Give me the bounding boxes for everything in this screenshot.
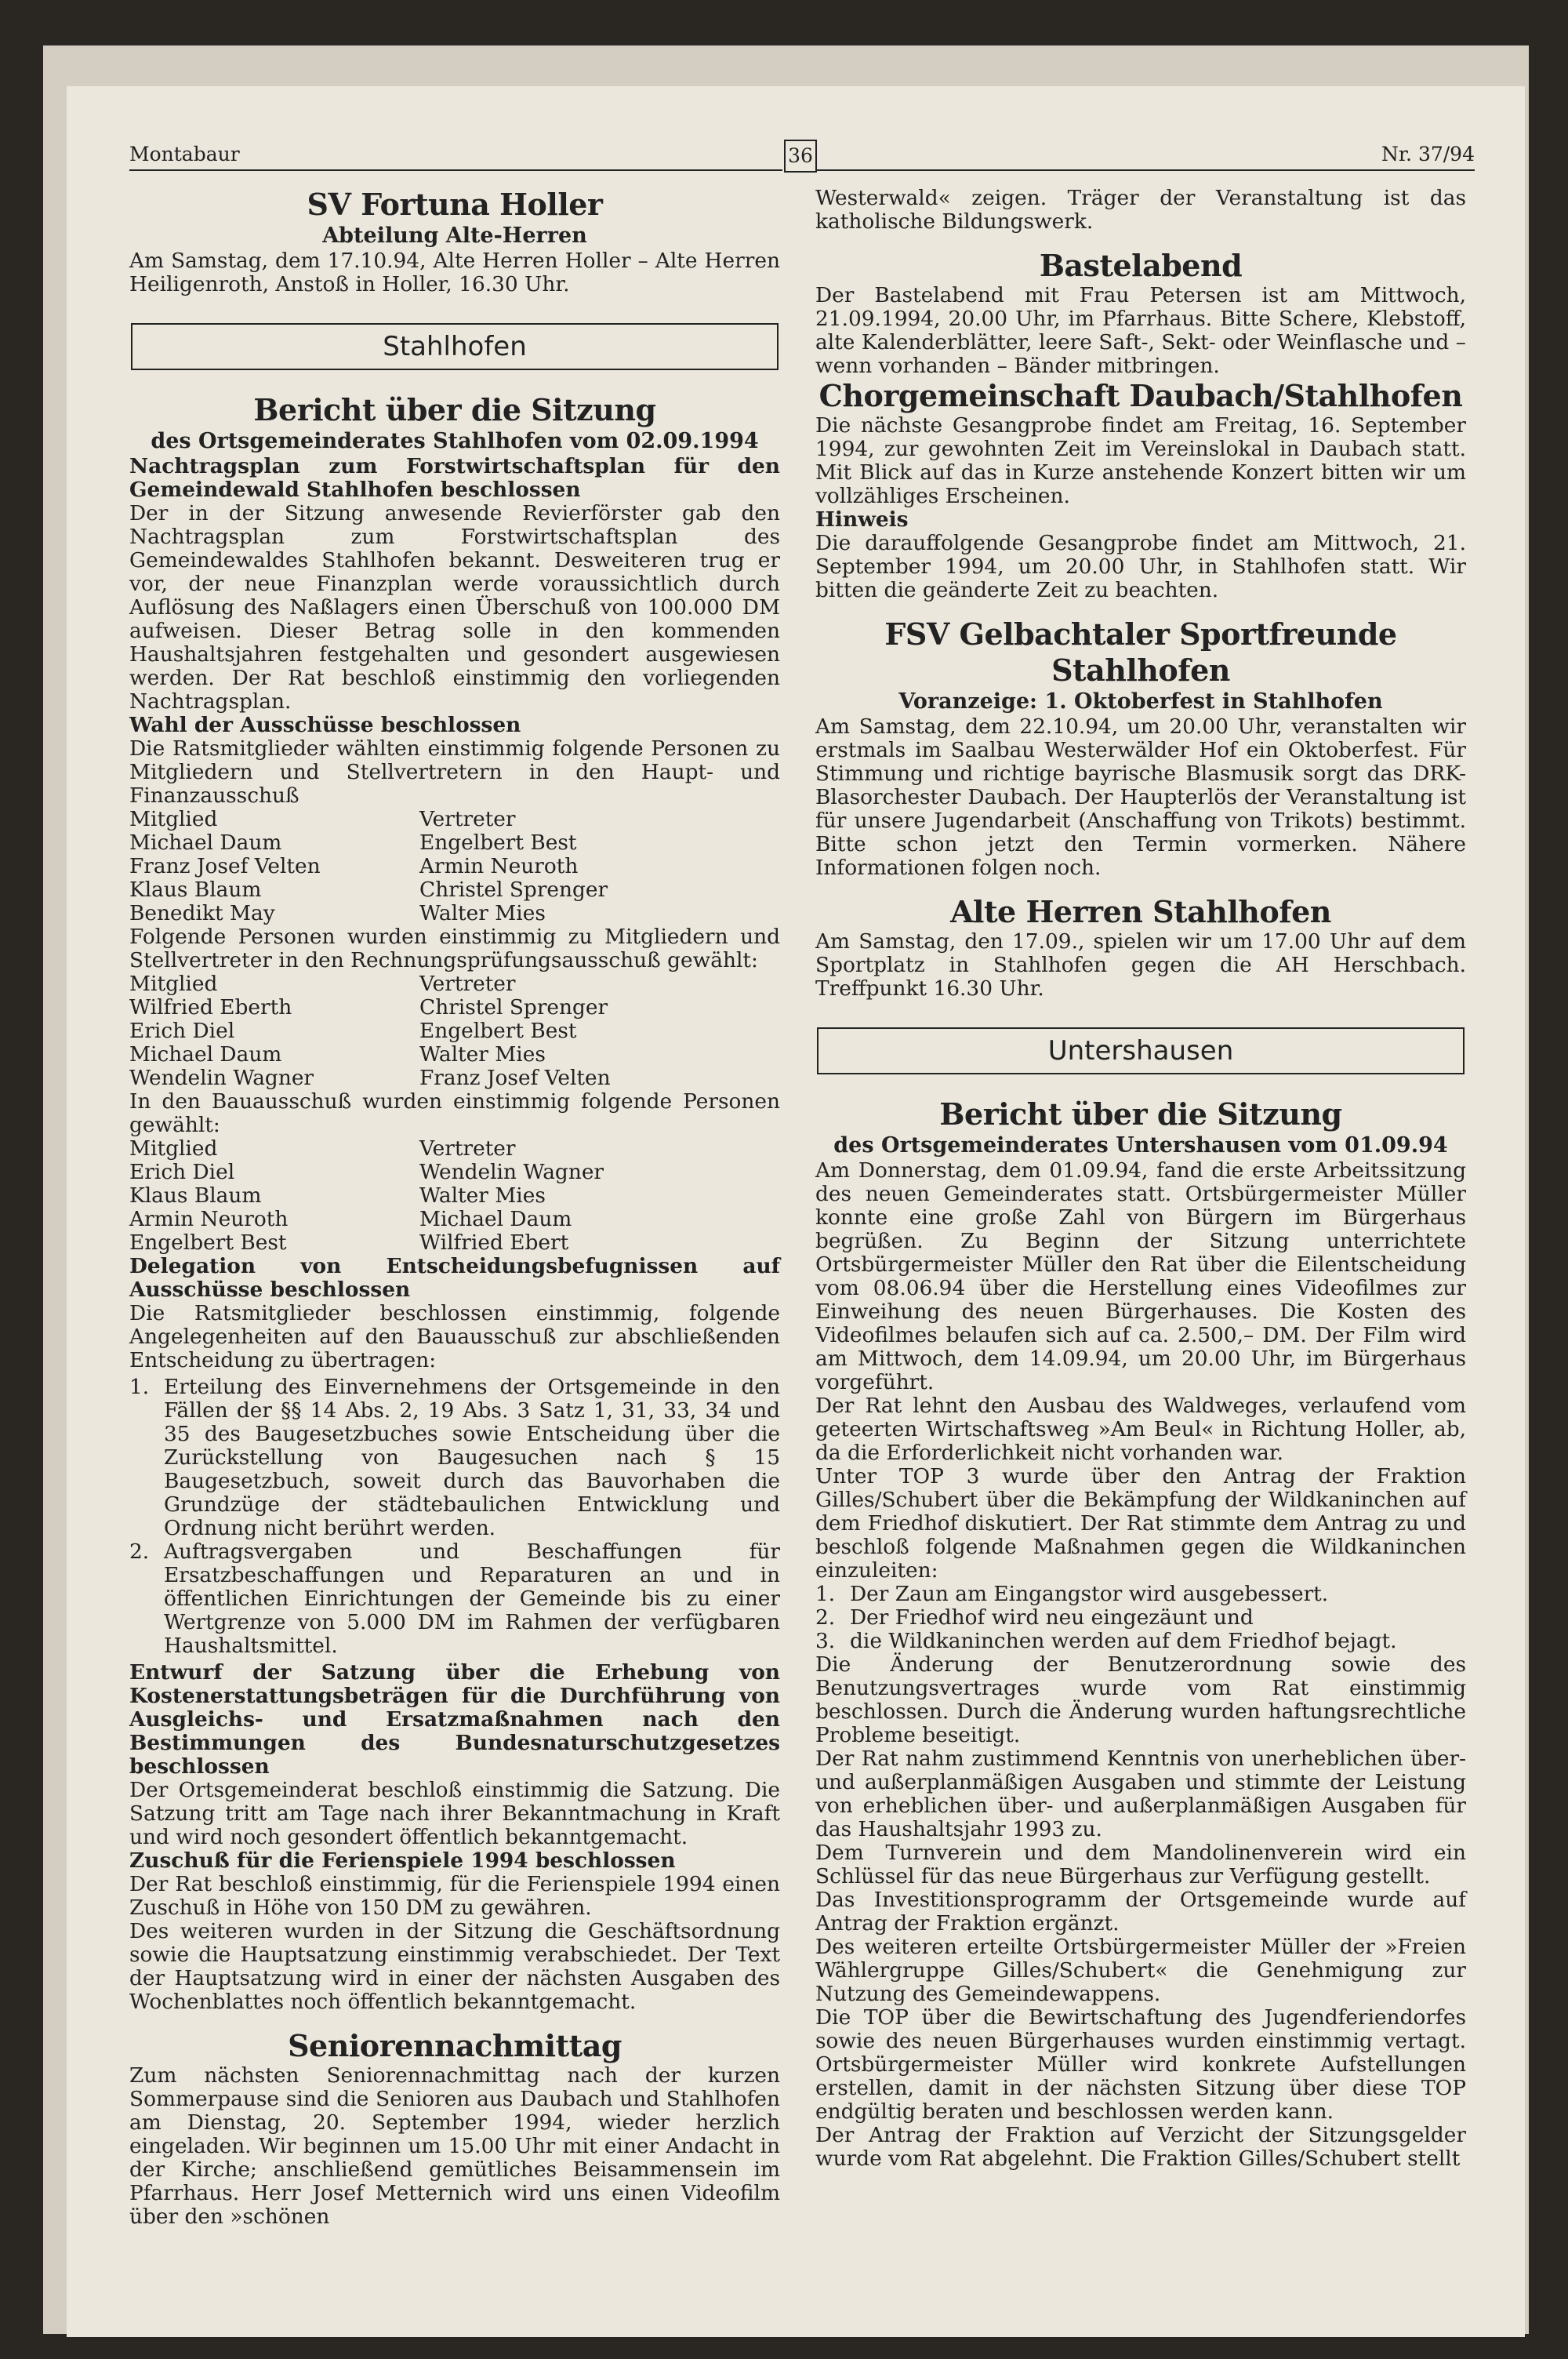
col-header-mitglied: Mitglied <box>129 807 218 831</box>
paragraph: Der Rat nahm zustimmend Kenntnis von unerheblichen über- und außerplanmäßigen Ausgaben und stimmte der Leistung von erheblichen über- und außerplanmäßigen Ausgaben für das Haushaltsjahr 1993 zu. <box>815 1747 1466 1841</box>
table-row: Michael Daum Walter Mies <box>129 1042 546 1067</box>
table-row: Wilfried Eberth Christel Sprenger <box>129 995 608 1020</box>
table-row: Klaus Blaum Walter Mies <box>129 1183 546 1208</box>
table-row: Benedikt May Walter Mies <box>129 901 546 925</box>
section-untershausen: Untershausen <box>817 1027 1465 1074</box>
measures-list <box>815 1583 1466 1653</box>
paragraph: Dem Turnverein und dem Mandolinenverein wird ein Schlüssel für das neue Bürgerhaus zur Verfügung gestellt. <box>815 1841 1466 1888</box>
bericht-title: Bericht über die Sitzung <box>253 392 656 427</box>
table-row: Engelbert Best Wilfried Ebert <box>129 1230 569 1255</box>
col-header-mitglied: Mitglied <box>129 1136 218 1161</box>
nachtrag-text: Der in der Sitzung anwesende Revierförster gab den Nachtragsplan zum Forstwirtschaftsplan des Gemeindewaldes Stahlhofen bekannt. Desweiteren trug er vor, der neue Finanzplan werde voraussichtlich durch Auflösung des Naßlagers einen Überschuß von 100.000 DM aufweisen. Dieser Betrag solle in den kommenden Haushaltsjahren festgehalten und gesondert ausgewiesen werden. Der Rat beschloß einstimmig den vorliegenden Nachtragsplan. <box>129 501 780 714</box>
bau-text: In den Bauausschuß wurden einstimmig folgende Personen gewählt: <box>129 1089 780 1137</box>
paragraph: Der Antrag der Fraktion auf Verzicht der Sitzungsgelder wurde vom Rat abgelehnt. Die Fraktion Gilles/Schubert stellt <box>815 2123 1466 2171</box>
fortuna-subtitle: Abteilung Alte-Herren <box>322 224 587 248</box>
paragraph: Des weiteren erteilte Ortsbürgermeister Müller der »Freien Wählergruppe Gilles/Schubert« die Genehmigung zur Nutzung des Gemeindewappens. <box>815 1935 1466 2006</box>
list-item: 2. Auftragsvergaben und Beschaffungen für Ersatzbeschaffungen und Reparaturen an und in öffentlichen Einrichtungen der Gemeinde bis zu einer Wertgrenze von 5.000 DM im Rahmen der verfügbaren Haushaltsmittel. <box>129 1539 780 1658</box>
rpa-text: Folgende Personen wurden einstimmig zu Mitgliedern und Stellvertreter in den Rechnungsprüfungsausschuß gewählt: <box>129 925 780 972</box>
bericht-subtitle-untershausen: des Ortsgemeinderates Untershausen vom 01.09.94 <box>833 1133 1448 1158</box>
table-row: Michael Daum Engelbert Best <box>129 831 577 855</box>
senioren-text: Zum nächsten Seniorennachmittag nach der kurzen Sommerpause sind die Senioren aus Daubach und Stahlhofen am Dienstag, 20. September 1994, wieder herzlich eingeladen. Wir beginnen um 15.00 Uhr mit einer Andacht in der Kirche; anschließend gemütliches Beisammensein im Pfarrhaus. Herr Josef Metternich wird uns einen Videofilm über den »schönen <box>129 2063 780 2229</box>
table-row: Erich Diel Wendelin Wagner <box>129 1160 604 1184</box>
col-header-vertreter: Vertreter <box>419 807 516 831</box>
satzung-text: Der Ortsgemeinderat beschloß einstimmig die Satzung. Die Satzung tritt am Tage nach ihrer Bekanntmachung in Kraft und wird noch gesondert öffentlich bekanntgemacht. <box>129 1778 780 1849</box>
list-item: 2. Der Friedhof wird neu eingezäunt und <box>815 1605 1254 1630</box>
ah-title: Alte Herren Stahlhofen <box>950 894 1331 929</box>
list-item: 3. die Wildkaninchen werden auf dem Friedhof bejagt. <box>815 1629 1397 1653</box>
fortuna-title: SV Fortuna Holler <box>307 187 603 222</box>
delegation-text: Die Ratsmitglieder beschlossen einstimmig, folgende Angelegenheiten auf den Bauausschuß zur abschließenden Entscheidung zu übertragen: <box>129 1301 780 1372</box>
chor-text: Die nächste Gesangprobe findet am Freitag, 16. September 1994, zur gewohnten Zeit im Vereinslokal in Daubach statt. Mit Blick auf das in Kurze anstehende Konzert bitten wir um vollzähliges Erscheinen. <box>815 413 1466 508</box>
bastel-text: Der Bastelabend mit Frau Petersen ist am Mittwoch, 21.09.1994, 20.00 Uhr, im Pfarrhaus. Bitte Schere, Klebstoff, alte Kalenderblätter, leere Saft-, Sekt- oder Weinflasche und – wenn vorhanden – Bänder mitbringen. <box>815 283 1466 378</box>
paragraph: Unter TOP 3 wurde über den Antrag der Fraktion Gilles/Schubert über die Bekämpfung der Wildkaninchen auf dem Friedhof diskutiert. Der Rat stimmte dem Antrag zu und beschloß folgende Maßnahmen gegen die Wildkaninchen einzuleiten: <box>815 1464 1466 1583</box>
wahl-heading: Wahl der Ausschüsse beschlossen <box>129 713 521 737</box>
table-row: Franz Josef Velten Armin Neuroth <box>129 854 579 878</box>
hinweis-heading: Hinweis <box>815 507 909 532</box>
section-stahlhofen: Stahlhofen <box>131 323 779 370</box>
col-header-vertreter: Vertreter <box>419 1136 516 1161</box>
right-column <box>815 187 1466 2171</box>
page-number: 36 <box>784 140 817 173</box>
delegation-list <box>129 1376 780 1658</box>
nachtrag-heading: Nachtragsplan zum Forstwirtschaftsplan für den Gemeindewald Stahlhofen beschlossen <box>129 454 780 502</box>
fortuna-text: Am Samstag, dem 17.10.94, Alte Herren Holler – Alte Herren Heiligenroth, Anstoß in Holler, 16.30 Uhr. <box>129 249 780 296</box>
hinweis-text: Die darauffolgende Gesangprobe findet am Mittwoch, 21. September 1994, um 20.00 Uhr, in Stahlhofen statt. Wir bitten die geänderte Zeit zu beachten. <box>815 531 1466 602</box>
paragraph: Am Donnerstag, dem 01.09.94, fand die erste Arbeitssitzung des neuen Gemeinderates statt. Ortsbürgermeister Müller konnte eine große Zahl von Bürgern im Bürgerhaus begrüßen. Zu Beginn der Sitzung unterrichtete Ortsbürgermeister Müller den Rat über die Eilentscheidung vom 08.06.94 über die Herstellung eines Videofilmes zur Einweihung des neuen Bürgerhauses. Die Kosten des Videofilmes belaufen sich auf ca. 2.500,– DM. Der Film wird am Mittwoch, dem 14.09.94, um 20.00 Uhr, im Bürgerhaus vorgeführt. <box>815 1158 1466 1394</box>
zuschuss-heading: Zuschuß für die Ferienspiele 1994 beschlossen <box>129 1848 676 1873</box>
left-column <box>129 187 780 2229</box>
bericht-title-untershausen: Bericht über die Sitzung <box>939 1096 1342 1132</box>
wahl-text: Die Ratsmitglieder wählten einstimmig folgende Personen zu Mitgliedern und Stellvertretern in den Haupt- und Finanzausschuß <box>129 736 780 808</box>
table-row: Wendelin Wagner Franz Josef Velten <box>129 1066 611 1090</box>
issue-number: Nr. 37/94 <box>1381 143 1475 165</box>
paragraph: Die Änderung der Benutzerordnung sowie des Benutzungsvertrages wurde vom Rat einstimmig beschlossen. Durch die Änderung wurden haftungsrechtliche Probleme beseitigt. <box>815 1652 1466 1747</box>
paragraph: Das Investitionsprogramm der Ortsgemeinde wurde auf Antrag der Fraktion ergänzt. <box>815 1888 1466 1936</box>
table-row: Armin Neuroth Michael Daum <box>129 1207 572 1231</box>
list-item: 1. Erteilung des Einvernehmens der Ortsgemeinde in den Fällen der §§ 14 Abs. 2, 19 Abs. 3 Satz 1, 31, 33, 34 und 35 des Baugesetzbuches sowie Entscheidung über die Zurückstellung von Baugesuchen nach § 15 Baugesetzbuch, soweit durch das Bauvorhaben die Grundzüge der städtebaulichen Entwicklung und Ordnung nicht berührt werden. <box>129 1375 780 1540</box>
paragraph: Der Rat lehnt den Ausbau des Waldweges, verlaufend vom geteerten Wirtschaftsweg »Am Beul« in Richtung Holler, ab, da die Erforderlichkeit nicht vorhanden war. <box>815 1394 1466 1465</box>
header-town: Montabaur <box>129 143 240 165</box>
chor-title: Chorgemeinschaft Daubach/Stahlhofen <box>818 378 1463 413</box>
ah-text: Am Samstag, den 17.09., spielen wir um 17.00 Uhr auf dem Sportplatz in Stahlhofen gegen die AH Herschbach. Treffpunkt 16.30 Uhr. <box>815 929 1466 1001</box>
continued-text: Westerwald« zeigen. Träger der Veranstaltung ist das katholische Bildungswerk. <box>815 186 1466 234</box>
table-hauptausschuss <box>129 808 780 925</box>
col-header-vertreter: Vertreter <box>419 972 516 996</box>
zuschuss-text: Der Rat beschloß einstimmig, für die Ferienspiele 1994 einen Zuschuß in Höhe von 150 DM zu gewähren. <box>129 1872 780 1920</box>
table-bauausschuss <box>129 1137 780 1255</box>
fsv-title: FSV Gelbachtaler Sportfreunde Stahlhofen <box>884 616 1397 688</box>
header-rule-left <box>129 169 782 171</box>
bericht-subtitle: des Ortsgemeinderates Stahlhofen vom 02.09.1994 <box>151 429 759 453</box>
header-rule-right <box>817 169 1475 171</box>
table-rechnungspruefung <box>129 972 780 1090</box>
delegation-heading: Delegation von Entscheidungsbefugnissen auf Ausschüsse beschlossen <box>129 1254 780 1302</box>
satzung-heading: Entwurf der Satzung über die Erhebung von Kostenerstattungsbeträgen für die Durchführung von Ausgleichs- und Ersatzmaßnahmen nach den Bestimmungen des Bundesnaturschutzgesetzes beschlossen <box>129 1660 780 1779</box>
table-row: Erich Diel Engelbert Best <box>129 1019 577 1043</box>
weiteren-text: Des weiteren wurden in der Sitzung die Geschäftsordnung sowie die Hauptsatzung einstimmig verabschiedet. Der Text der Hauptsatzung wird in einer der nächsten Ausgaben des Wochenblattes noch öffentlich bekanntgemacht. <box>129 1919 780 2014</box>
senioren-title: Seniorennachmittag <box>288 2028 622 2063</box>
page-header <box>129 140 1475 171</box>
bastel-title: Bastelabend <box>1039 248 1243 283</box>
fsv-subtitle: Voranzeige: 1. Oktoberfest in Stahlhofen <box>898 689 1383 714</box>
list-item: 1. Der Zaun am Eingangstor wird ausgebessert. <box>815 1582 1329 1606</box>
table-row: Klaus Blaum Christel Sprenger <box>129 878 608 902</box>
col-header-mitglied: Mitglied <box>129 972 218 996</box>
fsv-text: Am Samstag, dem 22.10.94, um 20.00 Uhr, veranstalten wir erstmals im Saalbau Westerwälder Hof ein Oktoberfest. Für Stimmung und richtige bayrische Blasmusik sorgt das DRK-Blasorchester Daubach. Der Haupterlös der Veranstaltung ist für unsere Jugendarbeit (Anschaffung von Trikots) bestimmt. Bitte schon jetzt den Termin vormerken. Nähere Informationen folgen noch. <box>815 714 1466 880</box>
paragraph: Die TOP über die Bewirtschaftung des Jugendferiendorfes sowie des neuen Bürgerhauses wurden einstimmig vertagt. Ortsbürgermeister Müller wird konkrete Aufstellungen erstellen, damit in der nächsten Sitzung über diese TOP endgültig beraten und beschlossen werden kann. <box>815 2005 1466 2124</box>
